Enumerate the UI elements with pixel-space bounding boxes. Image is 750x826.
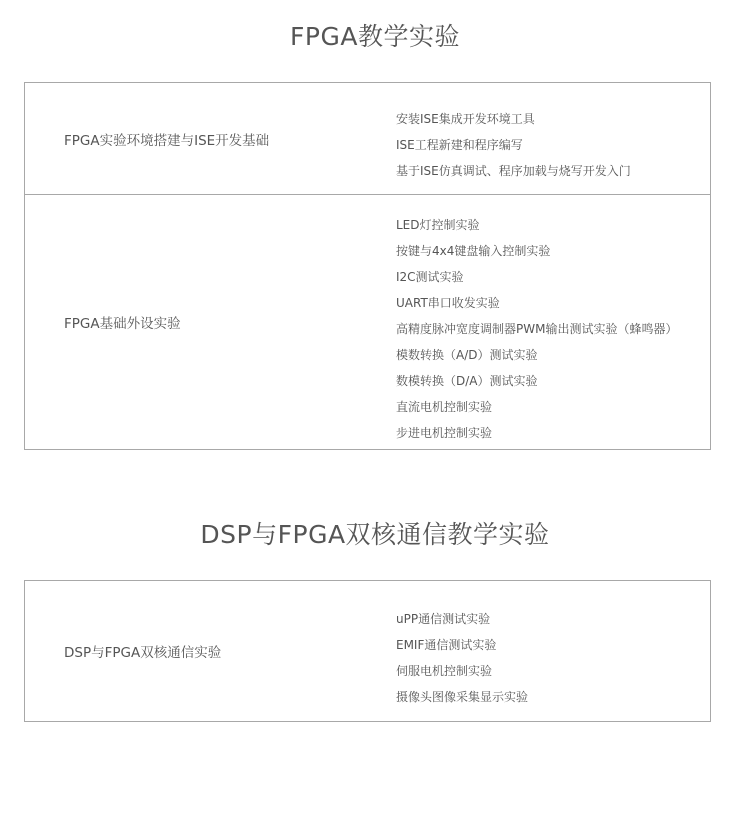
course-item: 直流电机控制实验 bbox=[396, 399, 493, 414]
course-item: 数模转换（D/A）测试实验 bbox=[396, 373, 538, 388]
course-item: I2C测试实验 bbox=[396, 269, 464, 284]
course-category: DSP与FPGA双核通信实验 bbox=[64, 645, 222, 661]
course-items bbox=[396, 194, 710, 451]
course-items bbox=[396, 88, 710, 189]
course-item: 步进电机控制实验 bbox=[396, 425, 493, 440]
course-table-dsp-fpga bbox=[24, 580, 711, 722]
course-item: 安装ISE集成开发环境工具 bbox=[396, 112, 535, 126]
course-category: FPGA实验环境搭建与ISE开发基础 bbox=[64, 132, 270, 149]
course-item: 按键与4x4键盘输入控制实验 bbox=[396, 243, 551, 258]
course-row bbox=[25, 194, 710, 449]
course-item: UART串口收发实验 bbox=[396, 295, 500, 310]
course-row bbox=[25, 581, 710, 721]
course-item: 摄像头图像采集显示实验 bbox=[396, 689, 529, 704]
course-item: ISE工程新建和程序编写 bbox=[396, 138, 523, 152]
course-category: FPGA基础外设实验 bbox=[64, 316, 181, 332]
course-item: 伺服电机控制实验 bbox=[396, 663, 493, 678]
course-item: uPP通信测试实验 bbox=[396, 611, 491, 626]
course-item: 高精度脉冲宽度调制器PWM输出测试实验（蜂鸣器） bbox=[396, 321, 678, 336]
course-item: 模数转换（A/D）测试实验 bbox=[396, 347, 538, 362]
course-item: LED灯控制实验 bbox=[396, 217, 480, 232]
course-items bbox=[396, 588, 710, 715]
section-title-dsp-fpga: DSP与FPGA双核通信教学实验 bbox=[200, 520, 550, 549]
course-item: EMIF通信测试实验 bbox=[396, 637, 497, 652]
course-item: 基于ISE仿真调试、程序加载与烧写开发入门 bbox=[396, 164, 631, 178]
section-title-fpga: FPGA教学实验 bbox=[290, 22, 460, 51]
course-table-fpga bbox=[24, 82, 711, 450]
course-row bbox=[25, 83, 710, 194]
